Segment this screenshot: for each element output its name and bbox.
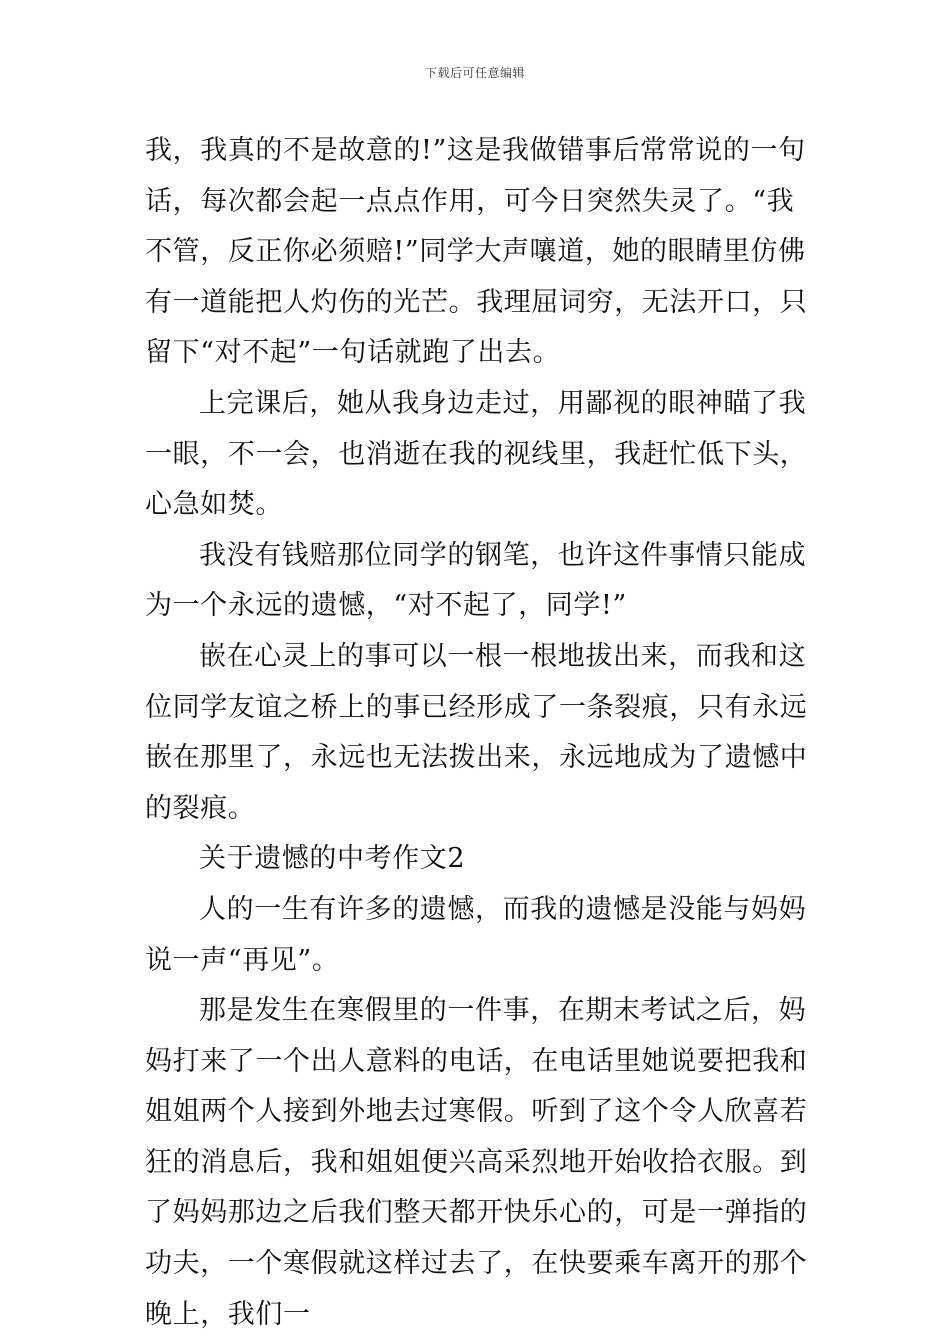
paragraph: 那是发生在寒假里的一件事，在期末考试之后，妈妈打来了一个出人意料的电话，在电话里她说要把我和姐姐两个人接到外地去过寒假。听到了这个令人欣喜若狂的消息后，我和姐姐便兴高采烈地开始收拾衣服。到了妈妈那边之后我们整天都开快乐心的，可是一弹指的功夫，一个寒假就这样过去了，在快要乘车离开的那个晚上，我们一 [145,995,808,1330]
paragraph: 上完课后，她从我身边走过，用鄙视的眼神瞄了我一眼，不一会，也消逝在我的视线里，我赶忙低下头，心急如焚。 [145,387,808,521]
page-header-note: 下载后可任意编辑 [424,66,525,80]
paragraph: 人的一生有许多的遗憾，而我的遗憾是没能与妈妈说一声“再见”。 [145,893,807,976]
paragraph: 嵌在心灵上的事可以一根一根地拔出来，而我和这位同学友谊之桥上的事已经形成了一条裂痕，只有永远嵌在那里了，永远也无法拨出来，永远地成为了遗憾中的裂痕。 [145,640,808,824]
paragraph: 我没有钱赔那位同学的钢笔，也许这件事情只能成为一个永远的遗憾，“对不起了，同学!” [145,539,807,622]
section-title: 关于遗憾的中考作文2 [199,843,466,875]
paragraph-continued: 我，我真的不是故意的!”这是我做错事后常常说的一句话，每次都会起一点点作用，可今日突然失灵了。“我不管，反正你必须赔!”同学大声嚷道，她的眼睛里仿佛有一道能把人灼伤的光芒。我理屈词穷，无法开口，只留下“对不起”一句话就跑了出去。 [145,135,808,369]
essay-body [145,126,811,1340]
